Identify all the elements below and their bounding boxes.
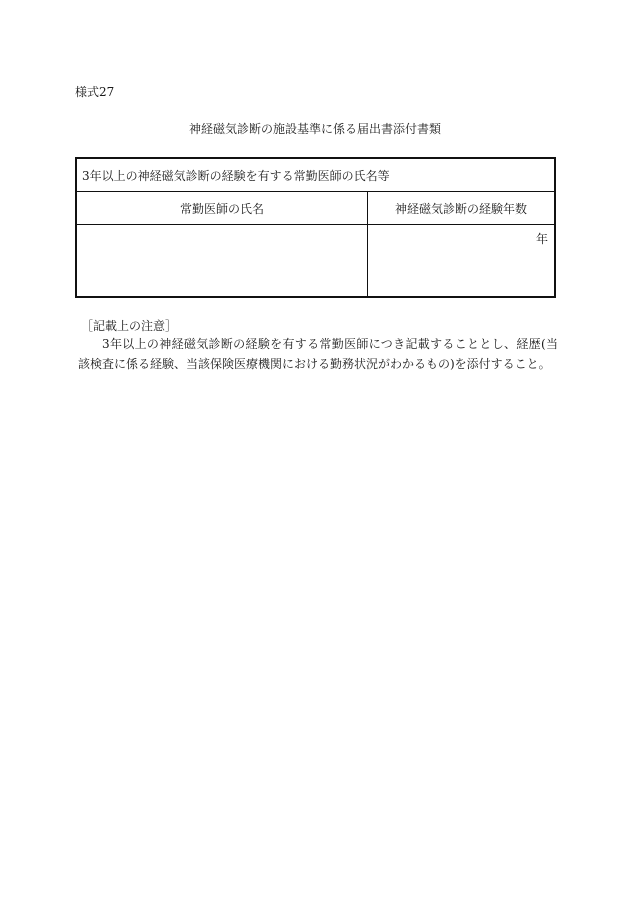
table-row [76,225,555,298]
years-unit-label: 年 [535,232,548,246]
table-caption: 3年以上の神経磁気診断の経験を有する常勤医師の氏名等 [76,158,555,192]
experience-years-cell[interactable] [368,225,556,298]
table-header-row [76,192,555,225]
header-experience-years: 神経磁気診断の経験年数 [368,192,556,225]
doctor-name-cell[interactable] [76,225,368,298]
notes-heading: ［記載上の注意］ [81,319,178,333]
form-number: 様式27 [75,85,115,99]
header-doctor-name: 常勤医師の氏名 [76,192,368,225]
doctor-table [75,157,556,298]
table-caption-row [76,158,555,192]
notes-body: 3年以上の神経磁気診断の経験を有する常勤医師につき記載することとし、経歴(当該検査に係る経験、当該保険医療機関における勤務状況がわかるもの)を添付すること。 [78,337,558,371]
document-title: 神経磁気診断の施設基準に係る届出書添付書類 [188,122,441,136]
